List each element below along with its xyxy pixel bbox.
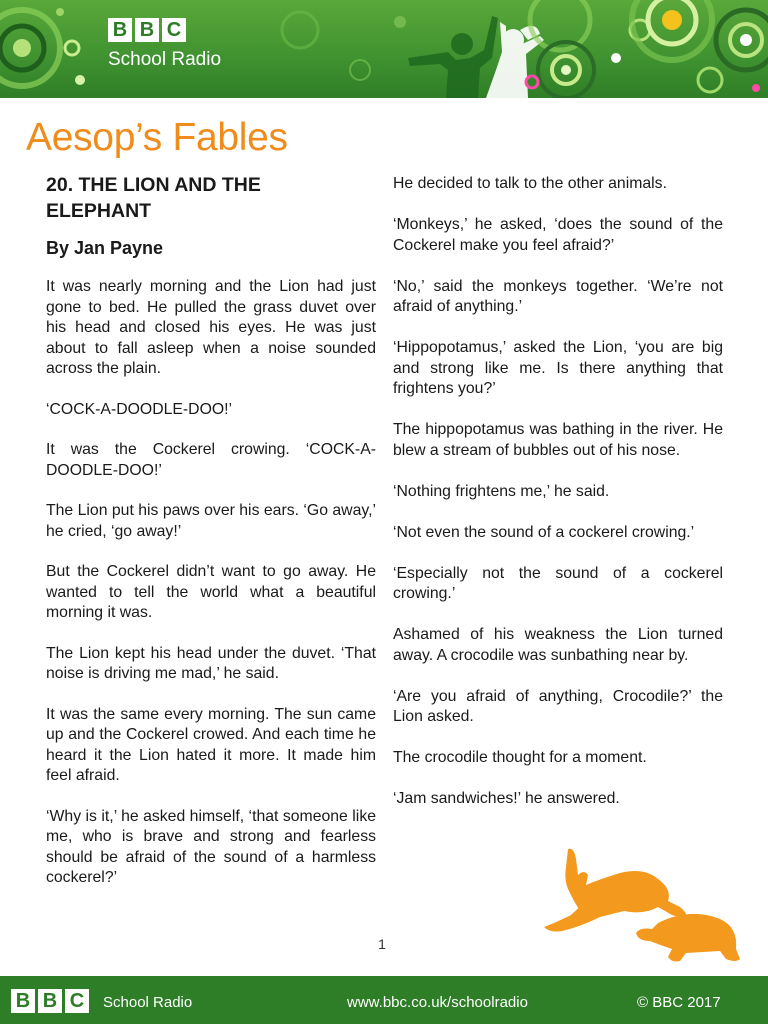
story-title-line: 20. THE LION AND THE	[46, 174, 261, 196]
footer-website-link[interactable]: www.bbc.co.uk/schoolradio	[347, 994, 528, 1011]
hare-and-tortoise-icon	[540, 845, 750, 970]
logo-letter: C	[65, 989, 89, 1013]
story-paragraph: It was the Cockerel crowing. ‘COCK-A-DOODLE-DOO!’	[46, 441, 376, 479]
logo-letter: B	[11, 989, 35, 1013]
footer-copyright: © BBC 2017	[637, 994, 721, 1011]
story-paragraph: ‘Why is it,’ he asked himself, ‘that someone like me, who is brave and strong and fearless should be afraid of the sound of a harmless cockerel?’	[46, 807, 376, 886]
story-paragraph: ‘Monkeys,’ he asked, ‘does the sound of the Cockerel make you feel afraid?’	[393, 216, 723, 254]
story-author: By Jan Payne	[46, 238, 164, 258]
left-column	[46, 172, 376, 909]
logo-letter: C	[162, 18, 186, 42]
story-paragraph: It was the same every morning. The sun came up and the Cockerel crowed. And each time he heard it the Lion hated it more. It made him feel afraid.	[46, 705, 376, 784]
page-number: 1	[378, 936, 386, 952]
story-paragraph: The Lion kept his head under the duvet. ‘That noise is driving me mad,’ he said.	[46, 644, 376, 682]
story-paragraph: ‘Hippopotamus,’ asked the Lion, ‘you are big and strong like me. Is there anything that frightens you?’	[393, 339, 723, 397]
right-column	[393, 174, 723, 830]
footer-brand-name: School Radio	[103, 994, 193, 1011]
story-paragraph: But the Cockerel didn’t want to go away. He wanted to tell the world what a beautiful morning it was.	[46, 563, 376, 621]
series-title: Aesop’s Fables	[26, 116, 288, 159]
story-paragraph: ‘Not even the sound of a cockerel crowing.’	[393, 523, 695, 541]
footer-bbc-logo	[11, 989, 89, 1013]
story-paragraph: ‘Jam sandwiches!’ he answered.	[393, 790, 620, 807]
story-paragraph: ‘Especially not the sound of a cockerel crowing.’	[393, 564, 723, 602]
story-paragraph: He decided to talk to the other animals.	[393, 175, 667, 192]
story-paragraph: ‘COCK-A-DOODLE-DOO!’	[46, 400, 233, 418]
footer-bar	[0, 976, 768, 1024]
story-paragraph: The crocodile thought for a moment.	[393, 749, 647, 766]
story-paragraph: The Lion put his paws over his ears. ‘Go away,’ he cried, ‘go away!’	[46, 502, 376, 540]
story-paragraph: The hippopotamus was bathing in the river. He blew a stream of bubbles out of his nose.	[393, 421, 723, 459]
story-paragraph: ‘No,’ said the monkeys together. ‘We’re not afraid of anything.’	[393, 277, 723, 315]
story-paragraph: ‘Are you afraid of anything, Crocodile?’ the Lion asked.	[393, 687, 723, 725]
logo-letter: B	[135, 18, 159, 42]
story-title	[46, 172, 376, 224]
story-title-line: ELEPHANT	[46, 200, 152, 222]
header-banner	[0, 0, 768, 98]
logo-letter: B	[38, 989, 62, 1013]
bbc-logo	[108, 18, 186, 42]
brand-name: School Radio	[108, 49, 222, 70]
story-paragraph: ‘Nothing frightens me,’ he said.	[393, 482, 610, 500]
story-paragraph: It was nearly morning and the Lion had just gone to bed. He pulled the grass duvet over his head and closed his eyes. He was just about to fall asleep when a noise sounded across the plain.	[46, 278, 376, 377]
story-paragraph: Ashamed of his weakness the Lion turned away. A crocodile was sunbathing near by.	[393, 626, 723, 664]
logo-letter: B	[108, 18, 132, 42]
